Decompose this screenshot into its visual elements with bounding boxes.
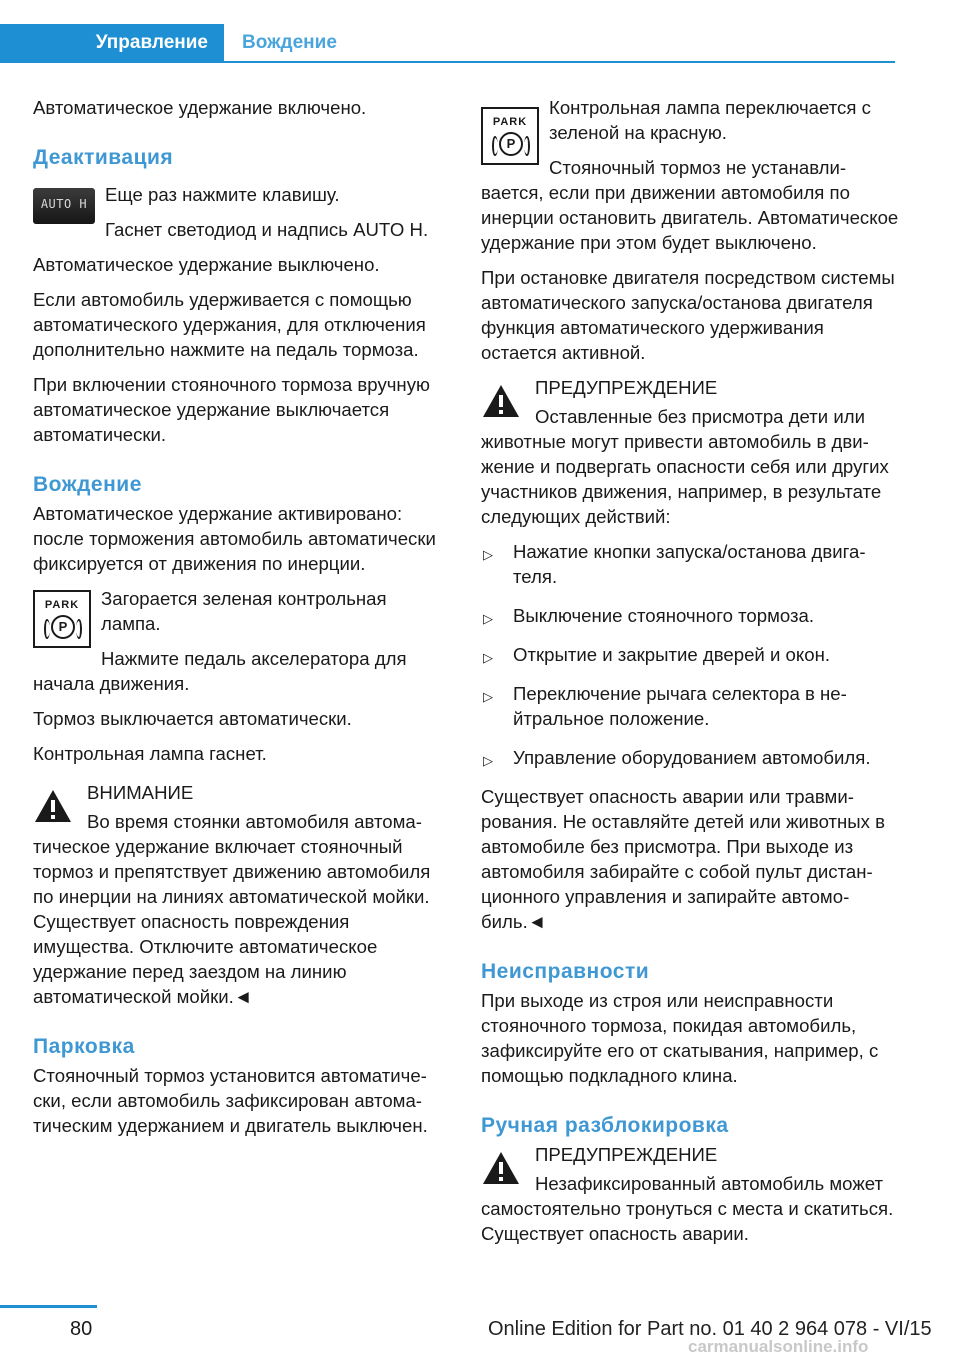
list-item: ▷ Выключение стояночного тормоза. <box>481 603 899 628</box>
park-icon-text: PARK <box>44 599 80 611</box>
park-icon-p: P <box>499 132 523 156</box>
right-column <box>481 95 899 1256</box>
section-heading-parking: Парковка <box>33 1035 135 1058</box>
footer-rule <box>0 1305 97 1308</box>
park-lamp-icon <box>33 590 91 648</box>
warning-triangle-icon <box>33 788 73 824</box>
paragraph: При остановке двигателя посредством системы автоматического запуска/останова двигателя функция автоматического удерживания остается активной. <box>481 267 895 363</box>
warning-triangle-icon <box>481 1150 521 1186</box>
triangle-bullet-icon: ▷ <box>483 547 493 562</box>
section-heading-driving: Вождение <box>33 473 142 496</box>
paragraph: При включении стояночного тормоза вручную автоматическое удержание выключается автоматически. <box>33 374 430 445</box>
triangle-bullet-icon: ▷ <box>483 689 493 704</box>
paragraph: Существует опасность аварии или травмирования. Не оставляйте детей или животных в автомобиле без присмотра. При выходе из автомобиля забирайте с собой пульт дистанционного управления и запирайте автомобиль.◄ <box>481 786 886 932</box>
paragraph: Контрольная лампа гаснет. <box>33 743 267 764</box>
warning-title: ПРЕДУПРЕЖДЕНИЕ <box>535 377 718 398</box>
paragraph: Если автомобиль удерживается с помощью автоматического удержания, для отключения дополнительно нажмите на педаль тормоза. <box>33 289 426 360</box>
header-rule <box>0 61 895 63</box>
triangle-bullet-icon: ▷ <box>483 611 493 626</box>
auto-hold-button-icon <box>33 188 95 224</box>
paragraph: Гаснет светодиод и надпись AUTO H. <box>105 219 429 240</box>
paragraph: При выходе из строя или неисправности стояночного тормоза, покидая автомобиль, зафиксируйте его от скатывания, например, с помощью подкладного клина. <box>481 990 879 1086</box>
paragraph: Еще раз нажмите клавишу. <box>105 184 340 205</box>
auto-hold-icon-label: AUTO H <box>40 197 88 211</box>
warning-triangle-icon <box>481 383 521 419</box>
tab-controls[interactable] <box>0 24 224 63</box>
tab-controls-label: Управление <box>95 32 208 53</box>
warning-title: ПРЕДУПРЕЖДЕНИЕ <box>535 1144 718 1165</box>
park-icon-p: P <box>51 615 75 639</box>
paragraph: Контрольная лампа переключается с зеленой на красную. <box>549 97 871 143</box>
paragraph: Тормоз выключается автоматически. <box>33 708 352 729</box>
park-lamp-icon <box>481 107 539 165</box>
paragraph: Нажмите педаль акселератора для начала движения. <box>33 648 407 694</box>
paragraph: Автоматическое удержание выключено. <box>33 254 380 275</box>
warning-text: Незафиксированный автомобиль может самостоятельно тронуться с места и скатиться. Существует опасность аварии. <box>481 1173 894 1244</box>
section-heading-malfunctions: Неисправности <box>481 960 650 983</box>
paragraph: Стояночный тормоз не устанавливается, если при движении автомобиля по инерции остановить двигатель. Автоматическое удержание при этом будет выключено. <box>481 157 899 253</box>
paragraph: Автоматическое удержание включено. <box>33 97 367 118</box>
warning-title: ВНИМАНИЕ <box>87 782 194 803</box>
list-item: ▷ Нажатие кнопки запуска/останова двигателя. <box>483 541 866 587</box>
park-icon-text: PARK <box>492 116 528 128</box>
warning-text: Во время стоянки автомобиля автоматическое удержание включает стояночный тормоз и препятствует движению автомобиля по инерции на линиях автоматической мойки. Существует опасность повреждения имущества. Отключите автоматическое удержание перед заездом на линию автоматической мойки.◄ <box>33 811 431 1007</box>
warning-text: Оставленные без присмотра дети или животные могут привести автомобиль в движение и подвергать опасности себя или других участников движения, например, в результате следующих действий: <box>481 406 889 527</box>
paragraph: Загорается зеленая контрольная лампа. <box>101 588 387 634</box>
list-item: ▷ Переключение рычага селектора в нейтральное положение. <box>483 683 847 729</box>
section-heading-deactivation: Деактивация <box>33 146 174 169</box>
paragraph: Стояночный тормоз установится автоматически, если автомобиль зафиксирован автоматическим удержанием и двигатель выключен. <box>33 1065 428 1136</box>
triangle-bullet-icon: ▷ <box>483 753 493 768</box>
paragraph: Автоматическое удержание активировано: после торможения автомобиль автоматически фиксируется от движения по инерции. <box>33 503 436 574</box>
edition-text: Online Edition for Part no. 01 40 2 964 078 - VI/15 <box>488 1318 932 1340</box>
warning-list <box>481 539 899 770</box>
page-number: 80 <box>70 1318 93 1340</box>
section-heading-manual-release: Ручная разблокировка <box>481 1114 729 1137</box>
watermark: carmanualsonline.info <box>688 1337 869 1356</box>
tab-driving[interactable]: Вождение <box>242 32 337 53</box>
left-column <box>33 95 451 1148</box>
triangle-bullet-icon: ▷ <box>483 650 493 665</box>
list-item: ▷ Управление оборудованием автомобиля. <box>481 745 899 770</box>
list-item: ▷ Открытие и закрытие дверей и окон. <box>481 642 899 667</box>
